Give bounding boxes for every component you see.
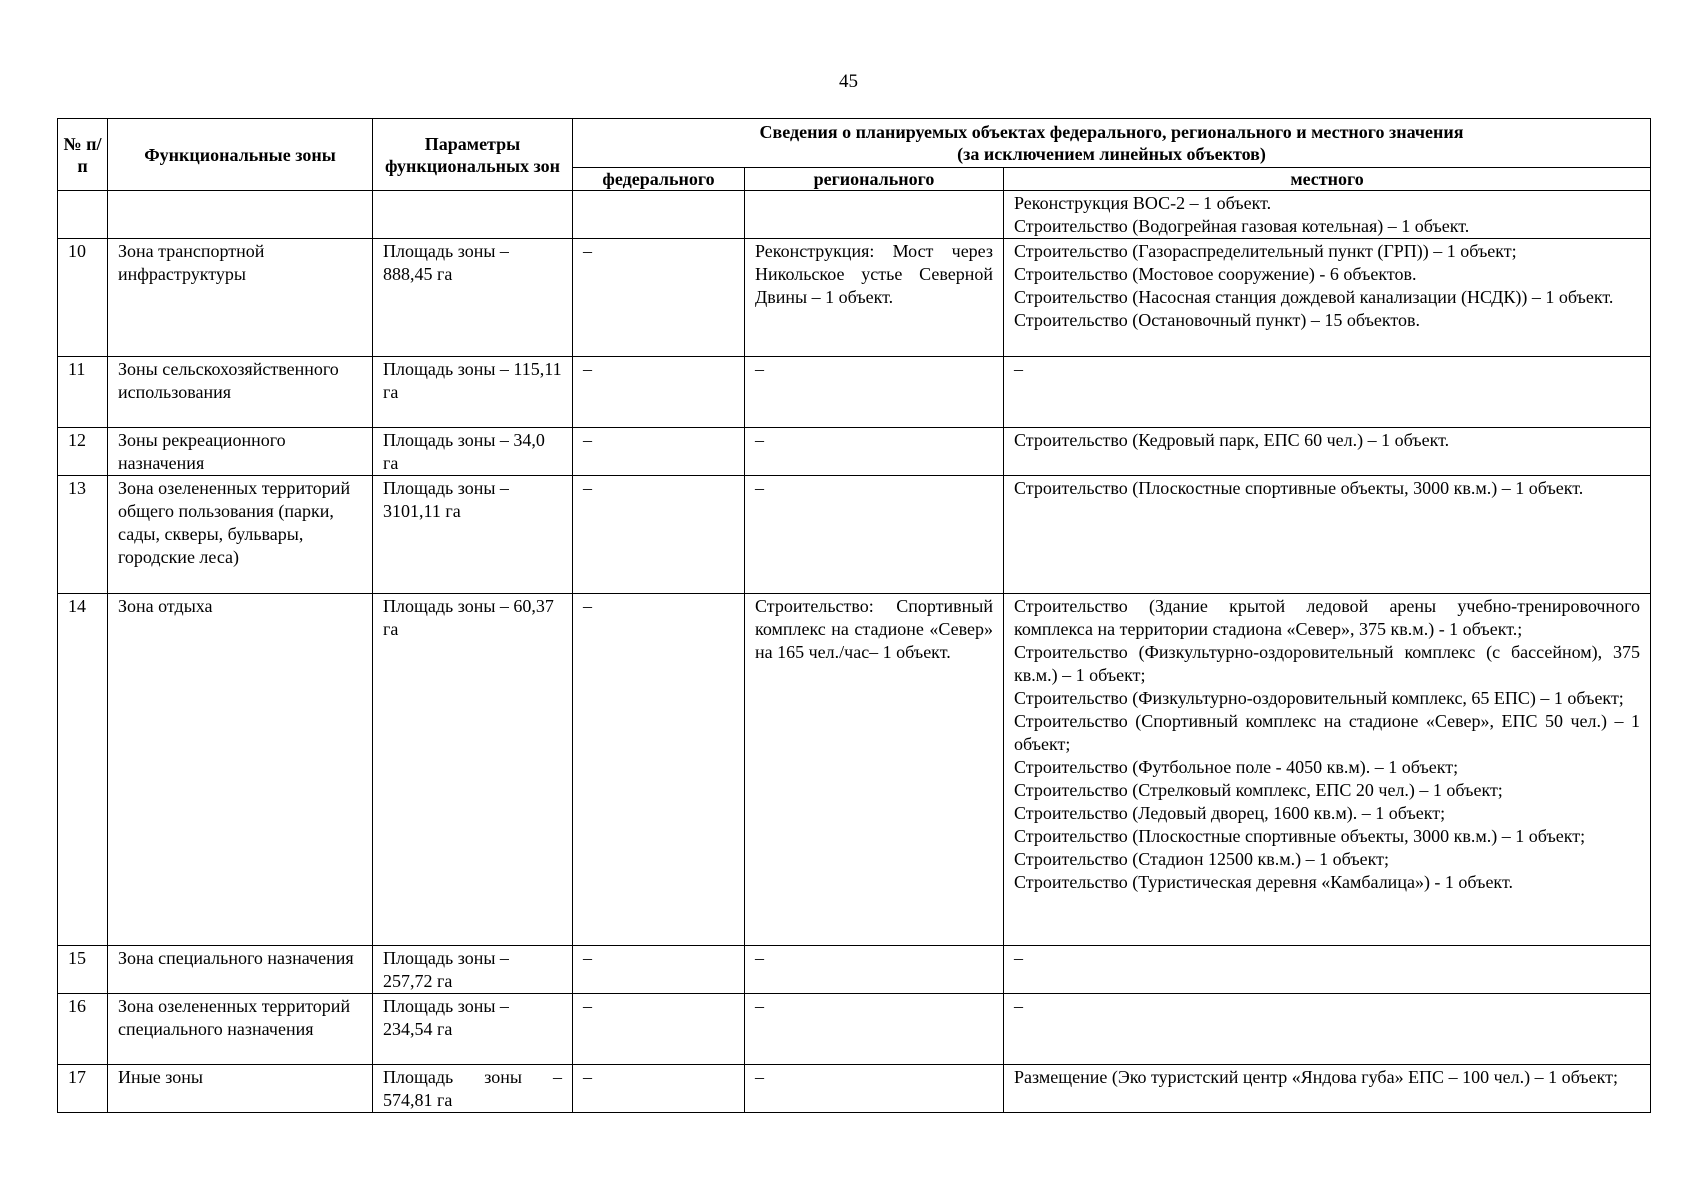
header-planned-objects-line1: Сведения о планируемых объектах федерального, регионального и местного значения bbox=[759, 122, 1464, 142]
header-federal: федерального bbox=[573, 168, 745, 191]
local-item: Строительство (Футбольное поле - 4050 кв.м). – 1 объект; bbox=[1014, 757, 1459, 777]
table-row bbox=[58, 239, 1651, 357]
local-item: Строительство (Физкультурно-оздоровительный комплекс (с бассейном), 375 кв.м.) – 1 объект; bbox=[1014, 642, 1641, 685]
row-regional: – bbox=[745, 946, 1004, 994]
row-zone: Зоны сельскохозяйственного использования bbox=[108, 357, 373, 428]
page-number: 45 bbox=[839, 71, 858, 92]
row-local bbox=[1004, 428, 1651, 476]
local-item: Строительство (Плоскостные спортивные объекты, 3000 кв.м.) – 1 объект. bbox=[1014, 478, 1584, 498]
row-zone: Зона озелененных территорий общего пользования (парки, сады, скверы, бульвары, городские леса) bbox=[108, 476, 373, 594]
local-item: Строительство (Стадион 12500 кв.м.) – 1 объект; bbox=[1014, 849, 1390, 869]
header-zone-parameters: Параметры функциональных зон bbox=[373, 119, 573, 191]
row-zone: Зона специального назначения bbox=[108, 946, 373, 994]
local-item: – bbox=[1014, 948, 1023, 968]
row-params: Площадь зоны – 234,54 га bbox=[373, 994, 573, 1065]
row-number: 14 bbox=[58, 594, 108, 946]
local-item: Строительство (Здание крытой ледовой арены учебно-тренировочного комплекса на территории стадиона «Север», 375 кв.м.) - 1 объект.; bbox=[1014, 596, 1641, 639]
row-federal bbox=[573, 191, 745, 239]
row-federal: – bbox=[573, 594, 745, 946]
row-params: Площадь зоны – 34,0 га bbox=[373, 428, 573, 476]
row-local bbox=[1004, 994, 1651, 1065]
row-local bbox=[1004, 476, 1651, 594]
header-number: № п/п bbox=[58, 119, 108, 191]
planned-objects-table bbox=[57, 118, 1651, 1113]
row-params: Площадь зоны – 888,45 га bbox=[373, 239, 573, 357]
row-federal: – bbox=[573, 994, 745, 1065]
row-params: Площадь зоны – 60,37 га bbox=[373, 594, 573, 946]
row-params: Площадь зоны – 3101,11 га bbox=[373, 476, 573, 594]
header-planned-objects-line2: (за исключением линейных объектов) bbox=[957, 144, 1266, 164]
local-item: – bbox=[1014, 359, 1023, 379]
table-row bbox=[58, 191, 1651, 239]
header-functional-zones: Функциональные зоны bbox=[108, 119, 373, 191]
row-number: 17 bbox=[58, 1065, 108, 1113]
row-params bbox=[373, 191, 573, 239]
row-local bbox=[1004, 594, 1651, 946]
row-params: Площадь зоны – 257,72 га bbox=[373, 946, 573, 994]
row-params: Площадь зоны – 115,11 га bbox=[373, 357, 573, 428]
row-federal: – bbox=[573, 239, 745, 357]
local-item: Размещение (Эко туристский центр «Яндова губа» ЕПС – 100 чел.) – 1 объект; bbox=[1014, 1067, 1618, 1087]
row-zone: Зона озелененных территорий специального назначения bbox=[108, 994, 373, 1065]
row-regional: – bbox=[745, 994, 1004, 1065]
row-federal: – bbox=[573, 476, 745, 594]
local-item: Строительство (Стрелковый комплекс, ЕПС 20 чел.) – 1 объект; bbox=[1014, 780, 1503, 800]
local-item: Строительство (Водогрейная газовая котельная) – 1 объект. bbox=[1014, 216, 1470, 236]
row-zone bbox=[108, 191, 373, 239]
table-row bbox=[58, 476, 1651, 594]
row-zone: Зоны рекреационного назначения bbox=[108, 428, 373, 476]
local-item: Строительство (Газораспределительный пункт (ГРП)) – 1 объект; bbox=[1014, 241, 1517, 261]
header-local: местного bbox=[1004, 168, 1651, 191]
row-number: 16 bbox=[58, 994, 108, 1065]
table-row bbox=[58, 946, 1651, 994]
row-zone: Зона отдыха bbox=[108, 594, 373, 946]
table-row bbox=[58, 1065, 1651, 1113]
row-regional: – bbox=[745, 476, 1004, 594]
row-number: 10 bbox=[58, 239, 108, 357]
row-federal: – bbox=[573, 946, 745, 994]
row-federal: – bbox=[573, 357, 745, 428]
table-row bbox=[58, 594, 1651, 946]
row-zone: Зона транспортной инфраструктуры bbox=[108, 239, 373, 357]
local-item: Строительство (Туристическая деревня «Камбалица») - 1 объект. bbox=[1014, 872, 1513, 892]
row-number bbox=[58, 191, 108, 239]
table-row bbox=[58, 428, 1651, 476]
row-local bbox=[1004, 191, 1651, 239]
local-item: Строительство (Кедровый парк, ЕПС 60 чел.) – 1 объект. bbox=[1014, 430, 1450, 450]
row-local bbox=[1004, 239, 1651, 357]
row-number: 12 bbox=[58, 428, 108, 476]
table-row bbox=[58, 357, 1651, 428]
row-number: 13 bbox=[58, 476, 108, 594]
header-regional: регионального bbox=[745, 168, 1004, 191]
row-federal: – bbox=[573, 428, 745, 476]
local-item: Строительство (Насосная станция дождевой канализации (НСДК)) – 1 объект. bbox=[1014, 287, 1614, 307]
row-regional bbox=[745, 191, 1004, 239]
row-regional: – bbox=[745, 357, 1004, 428]
local-item: Строительство (Плоскостные спортивные объекты, 3000 кв.м.) – 1 объект; bbox=[1014, 826, 1586, 846]
local-item: Реконструкция ВОС-2 – 1 объект. bbox=[1014, 193, 1272, 213]
row-local bbox=[1004, 946, 1651, 994]
local-item: Строительство (Мостовое сооружение) - 6 объектов. bbox=[1014, 264, 1417, 284]
row-params: Площадь зоны – 574,81 га bbox=[373, 1065, 573, 1113]
row-regional: Реконструкция: Мост через Никольское устье Северной Двины – 1 объект. bbox=[745, 239, 1004, 357]
header-planned-objects bbox=[573, 119, 1651, 168]
row-number: 15 bbox=[58, 946, 108, 994]
local-item: Строительство (Физкультурно-оздоровительный комплекс, 65 ЕПС) – 1 объект; bbox=[1014, 688, 1624, 708]
row-local bbox=[1004, 357, 1651, 428]
local-item: – bbox=[1014, 996, 1023, 1016]
local-item: Строительство (Ледовый дворец, 1600 кв.м). – 1 объект; bbox=[1014, 803, 1446, 823]
row-local bbox=[1004, 1065, 1651, 1113]
row-zone: Иные зоны bbox=[108, 1065, 373, 1113]
row-regional: – bbox=[745, 1065, 1004, 1113]
row-number: 11 bbox=[58, 357, 108, 428]
row-regional: – bbox=[745, 428, 1004, 476]
row-regional: Строительство: Спортивный комплекс на стадионе «Север» на 165 чел./час– 1 объект. bbox=[745, 594, 1004, 946]
table-row bbox=[58, 994, 1651, 1065]
row-federal: – bbox=[573, 1065, 745, 1113]
local-item: Строительство (Остановочный пункт) – 15 объектов. bbox=[1014, 310, 1421, 330]
local-item: Строительство (Спортивный комплекс на стадионе «Север», ЕПС 50 чел.) – 1 объект; bbox=[1014, 711, 1641, 754]
